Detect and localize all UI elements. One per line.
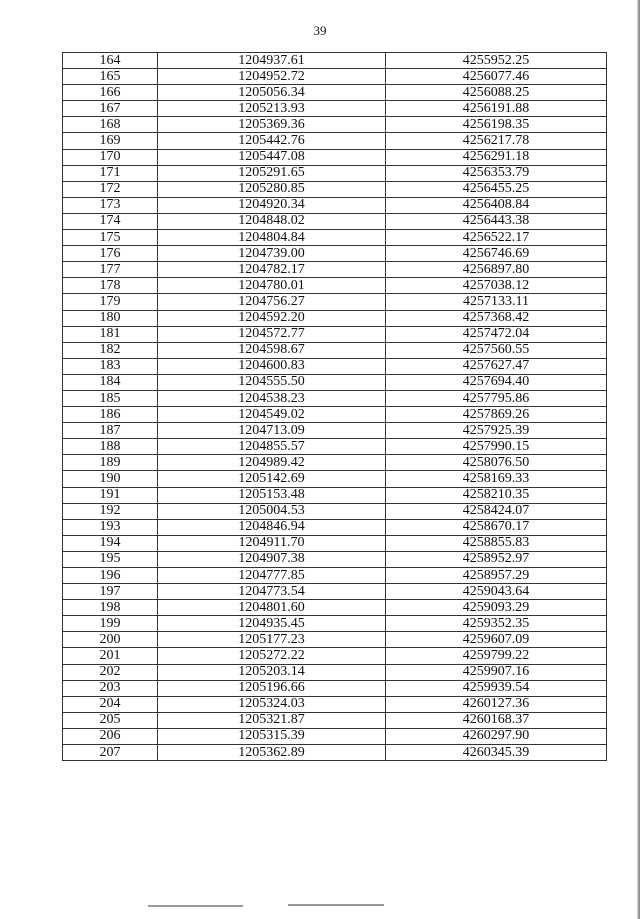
x-coordinate-cell: 1204935.45	[158, 616, 386, 632]
point-number-cell: 201	[63, 648, 158, 664]
table-row	[63, 278, 607, 294]
x-coordinate-cell: 1205291.65	[158, 165, 386, 181]
point-number-cell: 184	[63, 374, 158, 390]
x-coordinate-cell: 1204848.02	[158, 213, 386, 229]
table-row	[63, 197, 607, 213]
point-number-cell: 188	[63, 439, 158, 455]
point-number-cell: 175	[63, 230, 158, 246]
x-coordinate-cell: 1205369.36	[158, 117, 386, 133]
x-coordinate-cell: 1204804.84	[158, 230, 386, 246]
y-coordinate-cell: 4259607.09	[386, 632, 607, 648]
y-coordinate-cell: 4258855.83	[386, 535, 607, 551]
x-coordinate-cell: 1204989.42	[158, 455, 386, 471]
y-coordinate-cell: 4259907.16	[386, 664, 607, 680]
x-coordinate-cell: 1205324.03	[158, 696, 386, 712]
point-number-cell: 185	[63, 390, 158, 406]
y-coordinate-cell: 4259043.64	[386, 584, 607, 600]
point-number-cell: 167	[63, 101, 158, 117]
table-row	[63, 584, 607, 600]
y-coordinate-cell: 4259799.22	[386, 648, 607, 664]
point-number-cell: 165	[63, 69, 158, 85]
table-row	[63, 101, 607, 117]
point-number-cell: 195	[63, 551, 158, 567]
x-coordinate-cell: 1204756.27	[158, 294, 386, 310]
y-coordinate-cell: 4256077.46	[386, 69, 607, 85]
y-coordinate-cell: 4256191.88	[386, 101, 607, 117]
point-number-cell: 183	[63, 358, 158, 374]
x-coordinate-cell: 1204598.67	[158, 342, 386, 358]
y-coordinate-cell: 4260345.39	[386, 745, 607, 761]
table-row	[63, 503, 607, 519]
x-coordinate-cell: 1204777.85	[158, 568, 386, 584]
table-row	[63, 374, 607, 390]
x-coordinate-cell: 1204739.00	[158, 246, 386, 262]
x-coordinate-cell: 1205447.08	[158, 149, 386, 165]
point-number-cell: 169	[63, 133, 158, 149]
point-number-cell: 199	[63, 616, 158, 632]
table-row	[63, 551, 607, 567]
x-coordinate-cell: 1204855.57	[158, 439, 386, 455]
y-coordinate-cell: 4258670.17	[386, 519, 607, 535]
x-coordinate-cell: 1205004.53	[158, 503, 386, 519]
table-row	[63, 519, 607, 535]
point-number-cell: 164	[63, 53, 158, 69]
y-coordinate-cell: 4258169.33	[386, 471, 607, 487]
x-coordinate-cell: 1204782.17	[158, 262, 386, 278]
table-row	[63, 455, 607, 471]
x-coordinate-cell: 1204773.54	[158, 584, 386, 600]
table-row	[63, 568, 607, 584]
table-row	[63, 358, 607, 374]
y-coordinate-cell: 4258957.29	[386, 568, 607, 584]
point-number-cell: 186	[63, 407, 158, 423]
point-number-cell: 205	[63, 712, 158, 728]
point-number-cell: 207	[63, 745, 158, 761]
table-row	[63, 471, 607, 487]
y-coordinate-cell: 4256455.25	[386, 181, 607, 197]
table-row	[63, 439, 607, 455]
y-coordinate-cell: 4259093.29	[386, 600, 607, 616]
x-coordinate-cell: 1204549.02	[158, 407, 386, 423]
point-number-cell: 168	[63, 117, 158, 133]
table-row	[63, 53, 607, 69]
y-coordinate-cell: 4259352.35	[386, 616, 607, 632]
table-row	[63, 487, 607, 503]
table-row	[63, 407, 607, 423]
table-row	[63, 390, 607, 406]
point-number-cell: 177	[63, 262, 158, 278]
y-coordinate-cell: 4258952.97	[386, 551, 607, 567]
x-coordinate-cell: 1204572.77	[158, 326, 386, 342]
x-coordinate-cell: 1204846.94	[158, 519, 386, 535]
point-number-cell: 170	[63, 149, 158, 165]
point-number-cell: 191	[63, 487, 158, 503]
y-coordinate-cell: 4255952.25	[386, 53, 607, 69]
y-coordinate-cell: 4257133.11	[386, 294, 607, 310]
point-number-cell: 173	[63, 197, 158, 213]
point-number-cell: 181	[63, 326, 158, 342]
table-row	[63, 600, 607, 616]
x-coordinate-cell: 1204937.61	[158, 53, 386, 69]
x-coordinate-cell: 1204801.60	[158, 600, 386, 616]
y-coordinate-cell: 4258424.07	[386, 503, 607, 519]
x-coordinate-cell: 1205321.87	[158, 712, 386, 728]
x-coordinate-cell: 1205203.14	[158, 664, 386, 680]
point-number-cell: 193	[63, 519, 158, 535]
y-coordinate-cell: 4260168.37	[386, 712, 607, 728]
point-number-cell: 187	[63, 423, 158, 439]
point-number-cell: 182	[63, 342, 158, 358]
table-row	[63, 342, 607, 358]
y-coordinate-cell: 4257560.55	[386, 342, 607, 358]
y-coordinate-cell: 4256353.79	[386, 165, 607, 181]
table-row	[63, 85, 607, 101]
table-row	[63, 230, 607, 246]
table-row	[63, 696, 607, 712]
table-row	[63, 535, 607, 551]
point-number-cell: 192	[63, 503, 158, 519]
x-coordinate-cell: 1205315.39	[158, 728, 386, 744]
x-coordinate-cell: 1205196.66	[158, 680, 386, 696]
y-coordinate-cell: 4256443.38	[386, 213, 607, 229]
point-number-cell: 196	[63, 568, 158, 584]
table-row	[63, 246, 607, 262]
table-row	[63, 181, 607, 197]
y-coordinate-cell: 4256746.69	[386, 246, 607, 262]
y-coordinate-cell: 4257368.42	[386, 310, 607, 326]
table-row	[63, 326, 607, 342]
table-row	[63, 165, 607, 181]
table-row	[63, 616, 607, 632]
point-number-cell: 197	[63, 584, 158, 600]
y-coordinate-cell: 4257925.39	[386, 423, 607, 439]
x-coordinate-cell: 1205442.76	[158, 133, 386, 149]
point-number-cell: 198	[63, 600, 158, 616]
table-row	[63, 294, 607, 310]
x-coordinate-cell: 1205153.48	[158, 487, 386, 503]
table-row	[63, 728, 607, 744]
x-coordinate-cell: 1205177.23	[158, 632, 386, 648]
x-coordinate-cell: 1205056.34	[158, 85, 386, 101]
y-coordinate-cell: 4257990.15	[386, 439, 607, 455]
point-number-cell: 200	[63, 632, 158, 648]
point-number-cell: 189	[63, 455, 158, 471]
point-number-cell: 171	[63, 165, 158, 181]
y-coordinate-cell: 4257038.12	[386, 278, 607, 294]
table-row	[63, 632, 607, 648]
y-coordinate-cell: 4257795.86	[386, 390, 607, 406]
point-number-cell: 166	[63, 85, 158, 101]
point-number-cell: 206	[63, 728, 158, 744]
x-coordinate-cell: 1204907.38	[158, 551, 386, 567]
point-number-cell: 203	[63, 680, 158, 696]
table-row	[63, 423, 607, 439]
y-coordinate-cell: 4256408.84	[386, 197, 607, 213]
point-number-cell: 172	[63, 181, 158, 197]
y-coordinate-cell: 4256291.18	[386, 149, 607, 165]
table-row	[63, 310, 607, 326]
y-coordinate-cell: 4256522.17	[386, 230, 607, 246]
x-coordinate-cell: 1204600.83	[158, 358, 386, 374]
y-coordinate-cell: 4256088.25	[386, 85, 607, 101]
point-number-cell: 179	[63, 294, 158, 310]
y-coordinate-cell: 4258076.50	[386, 455, 607, 471]
point-number-cell: 180	[63, 310, 158, 326]
y-coordinate-cell: 4256897.80	[386, 262, 607, 278]
point-number-cell: 176	[63, 246, 158, 262]
point-number-cell: 204	[63, 696, 158, 712]
y-coordinate-cell: 4258210.35	[386, 487, 607, 503]
point-number-cell: 202	[63, 664, 158, 680]
table-row	[63, 149, 607, 165]
y-coordinate-cell: 4256217.78	[386, 133, 607, 149]
scan-smudge	[148, 905, 243, 907]
table-row	[63, 262, 607, 278]
table-row	[63, 664, 607, 680]
x-coordinate-cell: 1204538.23	[158, 390, 386, 406]
y-coordinate-cell: 4257694.40	[386, 374, 607, 390]
x-coordinate-cell: 1204920.34	[158, 197, 386, 213]
x-coordinate-cell: 1205280.85	[158, 181, 386, 197]
scan-smudge	[288, 904, 384, 906]
x-coordinate-cell: 1204555.50	[158, 374, 386, 390]
table-row	[63, 213, 607, 229]
x-coordinate-cell: 1205142.69	[158, 471, 386, 487]
x-coordinate-cell: 1204713.09	[158, 423, 386, 439]
x-coordinate-cell: 1204592.20	[158, 310, 386, 326]
table-row	[63, 648, 607, 664]
x-coordinate-cell: 1205272.22	[158, 648, 386, 664]
y-coordinate-cell: 4257472.04	[386, 326, 607, 342]
table-row	[63, 117, 607, 133]
x-coordinate-cell: 1205213.93	[158, 101, 386, 117]
y-coordinate-cell: 4259939.54	[386, 680, 607, 696]
coordinates-table-body	[63, 53, 607, 761]
table-row	[63, 680, 607, 696]
x-coordinate-cell: 1204911.70	[158, 535, 386, 551]
page-number: 39	[313, 23, 327, 38]
point-number-cell: 194	[63, 535, 158, 551]
point-number-cell: 174	[63, 213, 158, 229]
table-row	[63, 745, 607, 761]
table-row	[63, 69, 607, 85]
y-coordinate-cell: 4256198.35	[386, 117, 607, 133]
table-row	[63, 712, 607, 728]
y-coordinate-cell: 4257627.47	[386, 358, 607, 374]
x-coordinate-cell: 1204952.72	[158, 69, 386, 85]
x-coordinate-cell: 1205362.89	[158, 745, 386, 761]
table-row	[63, 133, 607, 149]
x-coordinate-cell: 1204780.01	[158, 278, 386, 294]
y-coordinate-cell: 4260297.90	[386, 728, 607, 744]
coordinates-table	[62, 52, 607, 761]
y-coordinate-cell: 4260127.36	[386, 696, 607, 712]
point-number-cell: 190	[63, 471, 158, 487]
y-coordinate-cell: 4257869.26	[386, 407, 607, 423]
point-number-cell: 178	[63, 278, 158, 294]
